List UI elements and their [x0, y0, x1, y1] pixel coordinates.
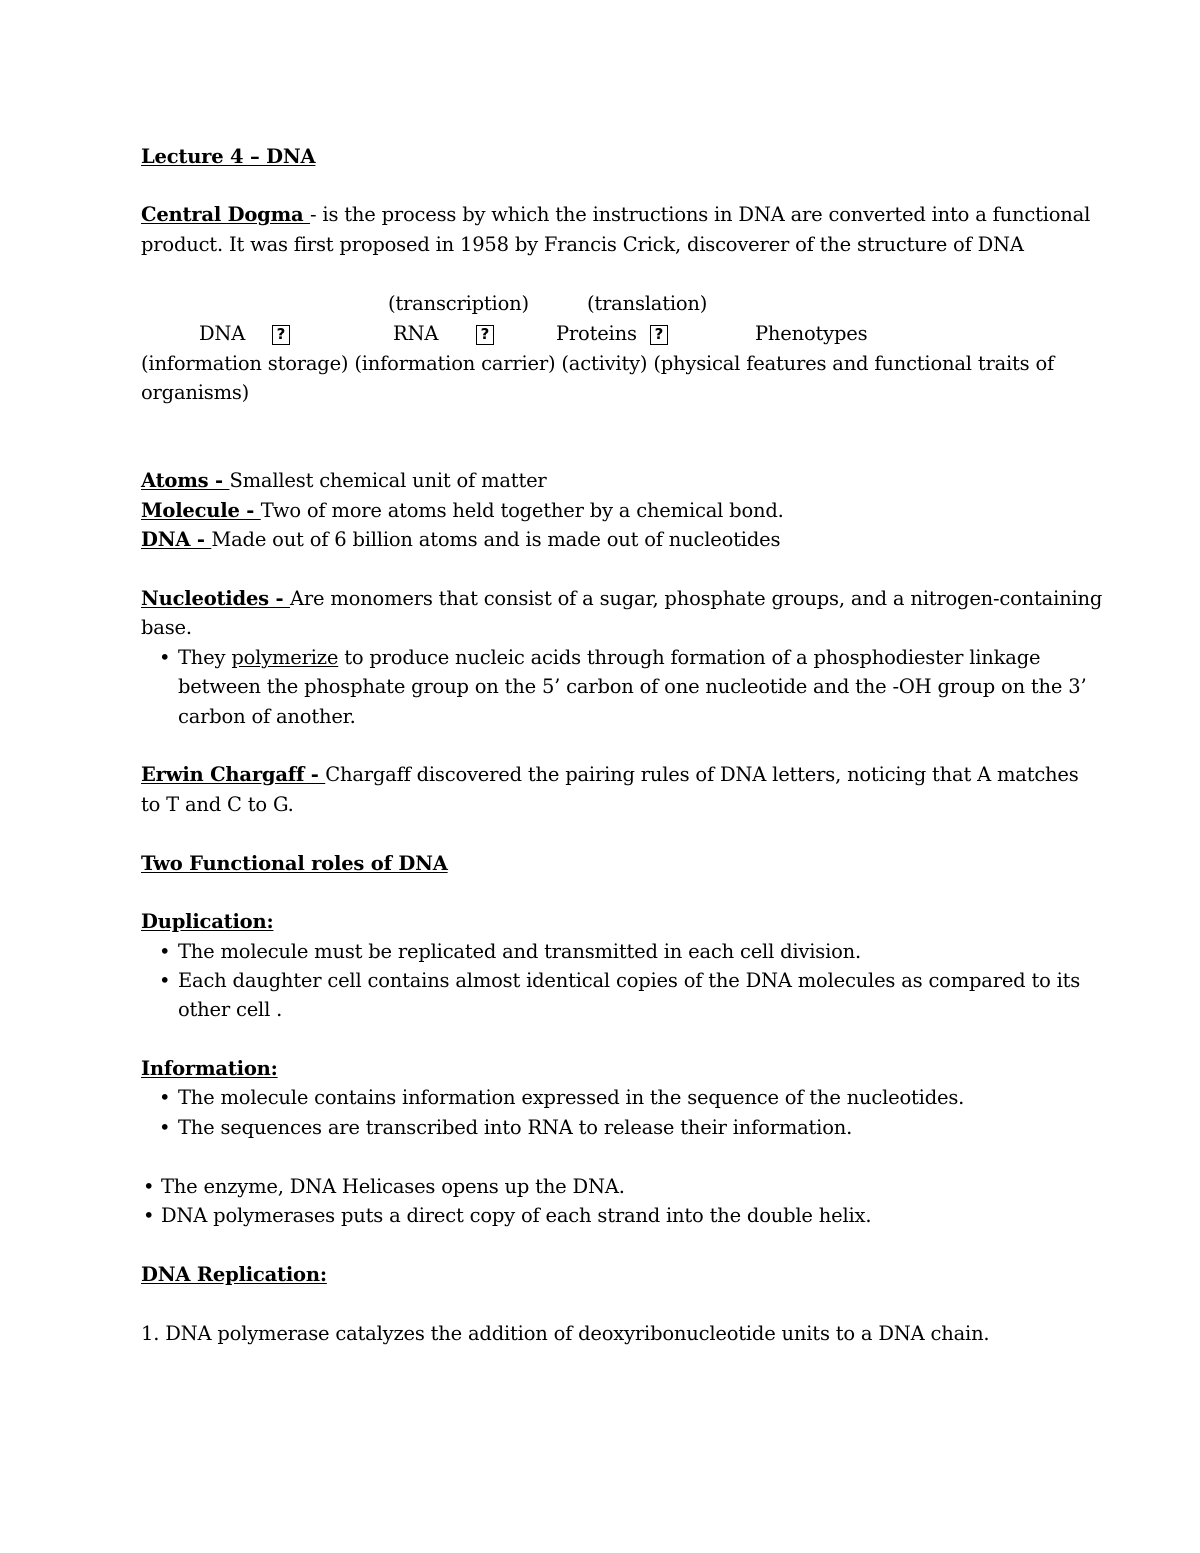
bullet-icon: • [159, 646, 171, 669]
replication-heading: DNA Replication: [141, 1263, 327, 1286]
nucleotides-bullet-line-3: carbon of another. [178, 705, 356, 728]
arrow-placeholder-icon: ? [272, 325, 290, 345]
nucleotides-text-2: base. [141, 616, 192, 639]
definition-atoms [141, 466, 547, 496]
chargaff-text-1: Chargaff discovered the pairing rules of DNA letters, noticing that A matches [325, 763, 1079, 786]
node-phenotypes: Phenotypes [755, 322, 868, 345]
duplication-bullet-2-line-2: other cell . [178, 998, 283, 1021]
bullet-icon: • [159, 969, 171, 992]
dogma-roles-2: organisms) [141, 381, 250, 404]
arrow-placeholder-icon: ? [650, 325, 668, 345]
duplication-bullet-2: Each daughter cell contains almost identical copies of the DNA molecules as compared to its [178, 969, 1081, 992]
bullet-icon: • [143, 1204, 155, 1227]
central-dogma-definition [141, 200, 1090, 230]
information-bullet-1: The molecule contains information expressed in the sequence of the nucleotides. [178, 1086, 965, 1109]
information-bullet-2: The sequences are transcribed into RNA to release their information. [178, 1116, 853, 1139]
duplication-bullet-1: The molecule must be replicated and transmitted in each cell division. [178, 940, 862, 963]
bullet-icon: • [143, 1175, 155, 1198]
bullet-icon: • [159, 940, 171, 963]
bullet-text-pre: They [178, 646, 232, 669]
central-dogma-text-2: product. It was first proposed in 1958 by Francis Crick, discoverer of the structure of DNA [141, 233, 1024, 256]
dogma-roles-1: (information storage) (information carrier) (activity) (physical features and functional traits of [141, 352, 1055, 375]
term-molecule: Molecule - [141, 499, 261, 522]
label-transcription: (transcription) [388, 292, 529, 315]
node-rna: RNA [393, 322, 439, 345]
duplication-heading: Duplication: [141, 910, 274, 933]
nucleotides-bullet [178, 643, 1040, 673]
nucleotides-bullet-line-2: between the phosphate group on the 5’ carbon of one nucleotide and the -OH group on the 3’ [178, 675, 1087, 698]
enzyme-bullet-2: DNA polymerases puts a direct copy of each strand into the double helix. [161, 1204, 872, 1227]
bullet-icon: • [159, 1086, 171, 1109]
roles-heading: Two Functional roles of DNA [141, 852, 448, 875]
arrow-placeholder-icon: ? [476, 325, 494, 345]
nucleotides-definition [141, 584, 1102, 614]
node-proteins: Proteins [556, 322, 637, 345]
bullet-icon: • [159, 1116, 171, 1139]
central-dogma-term: Central Dogma [141, 203, 311, 226]
text-dna: Made out of 6 billion atoms and is made out of nucleotides [211, 528, 781, 551]
polymerize-link: polymerize [231, 646, 339, 669]
term-chargaff: Erwin Chargaff - [141, 763, 326, 786]
chargaff-definition [141, 760, 1079, 790]
chargaff-text-2: to T and C to G. [141, 793, 294, 816]
text-molecule: Two of more atoms held together by a chemical bond. [260, 499, 784, 522]
enzyme-bullet-1: The enzyme, DNA Helicases opens up the DNA. [161, 1175, 625, 1198]
replication-step-1: 1. DNA polymerase catalyzes the addition of deoxyribonucleotide units to a DNA chain. [141, 1322, 990, 1345]
definition-molecule [141, 496, 784, 526]
definition-dna [141, 525, 780, 555]
bullet-text-post: to produce nucleic acids through formation of a phosphodiester linkage [338, 646, 1041, 669]
label-translation: (translation) [587, 292, 708, 315]
term-atoms: Atoms - [141, 469, 230, 492]
lecture-title: Lecture 4 – DNA [141, 145, 316, 168]
text-atoms: Smallest chemical unit of matter [229, 469, 547, 492]
node-dna: DNA [199, 322, 246, 345]
central-dogma-text-1: - is the process by which the instructions in DNA are converted into a functional [310, 203, 1091, 226]
nucleotides-text-1: Are monomers that consist of a sugar, phosphate groups, and a nitrogen-containing [290, 587, 1103, 610]
information-heading: Information: [141, 1057, 278, 1080]
term-dna: DNA - [141, 528, 212, 551]
term-nucleotides: Nucleotides - [141, 587, 291, 610]
